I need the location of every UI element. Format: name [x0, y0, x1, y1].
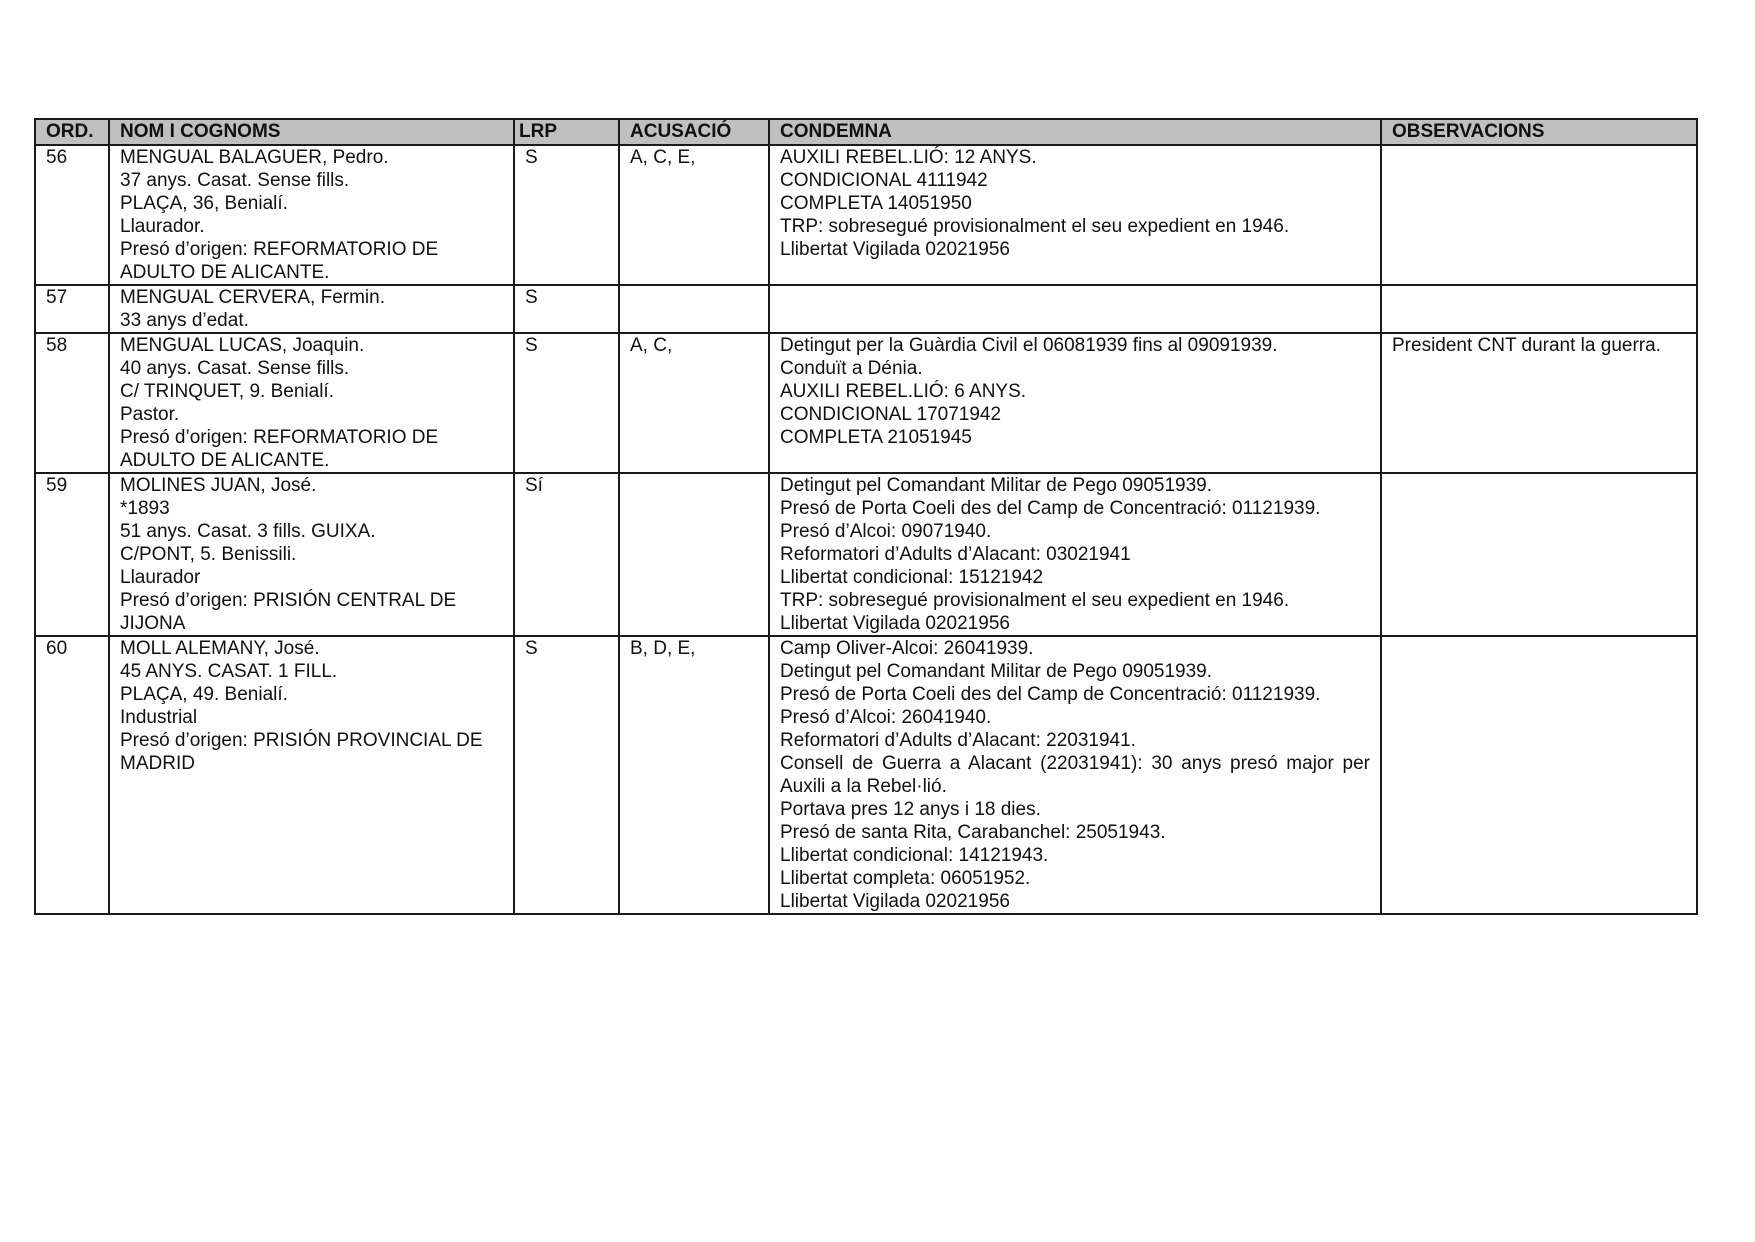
header-lrp: LRP	[514, 119, 619, 145]
cell-condemna-line: Reformatori d’Adults d’Alacant: 03021941	[780, 544, 1131, 565]
cell-nom-i-cognoms-line: C/PONT, 5. Benissili.	[120, 544, 297, 565]
table-row	[35, 333, 1697, 473]
cell-nom-i-cognoms-line: MENGUAL LUCAS, Joaquin.	[120, 335, 365, 356]
cell-nom-i-cognoms-line: PLAÇA, 49. Benialí.	[120, 684, 288, 705]
header-row	[35, 119, 1697, 145]
cell-lrp: S	[514, 636, 619, 914]
cell-observacions	[1381, 636, 1697, 914]
cell-acusacio	[619, 473, 769, 636]
cell-condemna-line: Detingut pel Comandant Militar de Pego 09051939.	[780, 661, 1213, 682]
cell-ord: 60	[35, 636, 109, 914]
cell-condemna-line: Presó de Porta Coeli des del Camp de Concentració: 01121939.	[780, 684, 1321, 705]
prisoner-register-table	[34, 118, 1698, 915]
cell-nom-i-cognoms-line: Presó d’origen: REFORMATORIO DE ADULTO DE ALICANTE.	[120, 427, 443, 471]
cell-observacions: President CNT durant la guerra.	[1381, 333, 1697, 473]
cell-condemna-line: CONDICIONAL 17071942	[780, 404, 1002, 425]
cell-observacions	[1381, 285, 1697, 333]
cell-condemna-line: Conduït a Dénia.	[780, 358, 923, 379]
cell-condemna	[769, 333, 1381, 473]
cell-nom-i-cognoms-line: 40 anys. Casat. Sense fills.	[120, 358, 350, 379]
cell-nom-i-cognoms	[109, 285, 514, 333]
cell-nom-i-cognoms-line: Presó d’origen: PRISIÓN PROVINCIAL DE MADRID	[120, 730, 488, 774]
cell-condemna-line: Llibertat condicional: 15121942	[780, 567, 1044, 588]
cell-nom-i-cognoms-line: C/ TRINQUET, 9. Benialí.	[120, 381, 334, 402]
cell-condemna-line: Consell de Guerra a Alacant (22031941): 30 anys presó major per Auxili a la Rebel·lió.	[780, 753, 1375, 797]
cell-ord: 59	[35, 473, 109, 636]
cell-lrp: S	[514, 145, 619, 285]
cell-nom-i-cognoms	[109, 145, 514, 285]
cell-condemna-line: COMPLETA 21051945	[780, 427, 972, 448]
cell-nom-i-cognoms-line: 33 anys d’edat.	[120, 310, 249, 331]
cell-condemna-line: TRP: sobresegué provisionalment el seu expedient en 1946.	[780, 590, 1290, 611]
table-row	[35, 636, 1697, 914]
cell-observacions	[1381, 145, 1697, 285]
cell-nom-i-cognoms	[109, 333, 514, 473]
cell-lrp: Sí	[514, 473, 619, 636]
table-row	[35, 473, 1697, 636]
cell-condemna-line: TRP: sobresegué provisionalment el seu expedient en 1946.	[780, 216, 1290, 237]
cell-ord: 56	[35, 145, 109, 285]
header-ord: ORD.	[35, 119, 109, 145]
header-acusacio: ACUSACIÓ	[619, 119, 769, 145]
cell-condemna	[769, 285, 1381, 333]
cell-condemna-line: Llibertat completa: 06051952.	[780, 868, 1031, 889]
table-row	[35, 145, 1697, 285]
header-nom-i-cognoms: NOM I COGNOMS	[109, 119, 514, 145]
cell-nom-i-cognoms-line: PLAÇA, 36, Benialí.	[120, 193, 288, 214]
cell-nom-i-cognoms-line: Presó d’origen: PRISIÓN CENTRAL DE JIJONA	[120, 590, 462, 634]
cell-condemna-line: Presó de santa Rita, Carabanchel: 25051943.	[780, 822, 1166, 843]
cell-nom-i-cognoms	[109, 636, 514, 914]
cell-condemna-line: Presó d’Alcoi: 26041940.	[780, 707, 992, 728]
header-observacions: OBSERVACIONS	[1381, 119, 1697, 145]
cell-nom-i-cognoms-line: Presó d’origen: REFORMATORIO DE ADULTO DE ALICANTE.	[120, 239, 443, 283]
cell-nom-i-cognoms-line: MOLINES JUAN, José.	[120, 475, 317, 496]
cell-condemna-line: COMPLETA 14051950	[780, 193, 972, 214]
cell-condemna	[769, 145, 1381, 285]
cell-ord: 58	[35, 333, 109, 473]
cell-condemna-line: Portava pres 12 anys i 18 dies.	[780, 799, 1041, 820]
cell-condemna-line: Llibertat Vigilada 02021956	[780, 239, 1010, 260]
cell-condemna-line: Llibertat Vigilada 02021956	[780, 891, 1010, 912]
cell-condemna-line: Reformatori d’Adults d’Alacant: 22031941.	[780, 730, 1136, 751]
cell-nom-i-cognoms-line: Industrial	[120, 707, 198, 728]
cell-nom-i-cognoms-line: MOLL ALEMANY, José.	[120, 638, 320, 659]
cell-condemna-line: AUXILI REBEL.LIÓ: 12 ANYS.	[780, 147, 1037, 168]
cell-condemna	[769, 473, 1381, 636]
cell-nom-i-cognoms-line: Llaurador.	[120, 216, 205, 237]
cell-condemna-line: Detingut pel Comandant Militar de Pego 09051939.	[780, 475, 1213, 496]
cell-condemna-line: Camp Oliver-Alcoi: 26041939.	[780, 638, 1034, 659]
cell-acusacio: B, D, E,	[619, 636, 769, 914]
register-body	[35, 145, 1697, 914]
cell-condemna-line: Presó d’Alcoi: 09071940.	[780, 521, 992, 542]
cell-nom-i-cognoms	[109, 473, 514, 636]
cell-lrp: S	[514, 285, 619, 333]
cell-ord: 57	[35, 285, 109, 333]
cell-nom-i-cognoms-line: Pastor.	[120, 404, 180, 425]
cell-nom-i-cognoms-line: MENGUAL CERVERA, Fermin.	[120, 287, 385, 308]
cell-acusacio: A, C, E,	[619, 145, 769, 285]
cell-acusacio	[619, 285, 769, 333]
cell-nom-i-cognoms-line: 45 ANYS. CASAT. 1 FILL.	[120, 661, 338, 682]
cell-condemna-line: Presó de Porta Coeli des del Camp de Concentració: 01121939.	[780, 498, 1321, 519]
cell-condemna	[769, 636, 1381, 914]
cell-acusacio: A, C,	[619, 333, 769, 473]
cell-condemna-line: CONDICIONAL 4111942	[780, 170, 988, 191]
cell-lrp: S	[514, 333, 619, 473]
cell-condemna-line: Llibertat Vigilada 02021956	[780, 613, 1010, 634]
cell-observacions	[1381, 473, 1697, 636]
cell-nom-i-cognoms-line: MENGUAL BALAGUER, Pedro.	[120, 147, 389, 168]
cell-nom-i-cognoms-line: 51 anys. Casat. 3 fills. GUIXA.	[120, 521, 376, 542]
cell-nom-i-cognoms-line: Llaurador	[120, 567, 201, 588]
cell-condemna-line: Detingut per la Guàrdia Civil el 06081939 fins al 09091939.	[780, 335, 1278, 356]
cell-condemna-line: AUXILI REBEL.LIÓ: 6 ANYS.	[780, 381, 1027, 402]
cell-condemna-line: Llibertat condicional: 14121943.	[780, 845, 1049, 866]
header-condemna: CONDEMNA	[769, 119, 1381, 145]
cell-nom-i-cognoms-line: *1893	[120, 498, 170, 519]
cell-nom-i-cognoms-line: 37 anys. Casat. Sense fills.	[120, 170, 350, 191]
table-row	[35, 285, 1697, 333]
